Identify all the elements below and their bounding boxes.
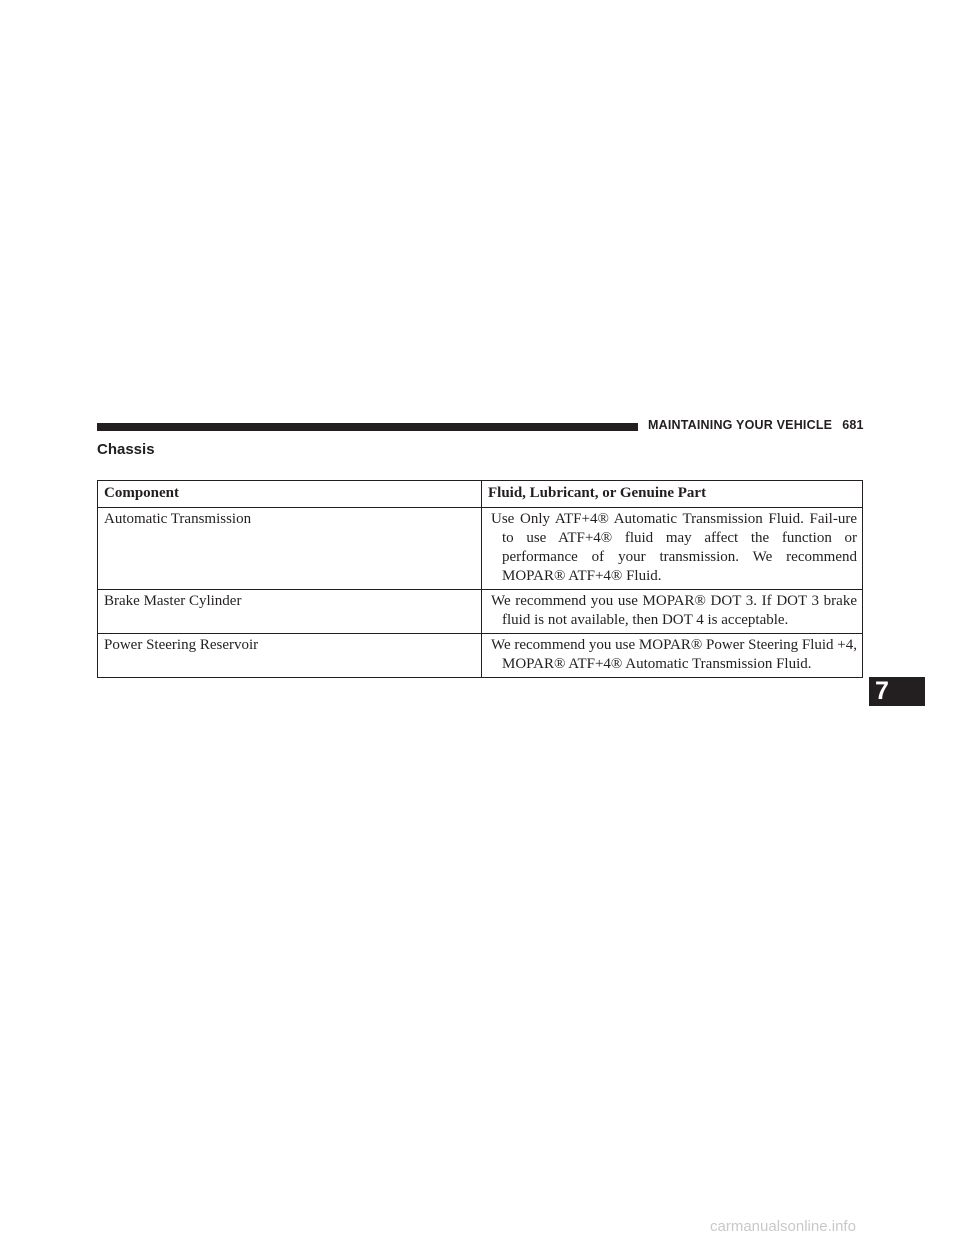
table-header-row <box>98 481 863 508</box>
column-header-fluid: Fluid, Lubricant, or Genuine Part <box>482 481 863 508</box>
fluids-table <box>97 480 863 678</box>
fluid-text: Use Only ATF+4® Automatic Transmission Fluid. Fail-ure to use ATF+4® fluid may affect the function or performance of your transmission. We recommend MOPAR® ATF+4® Fluid. <box>491 511 857 584</box>
section-title: Chassis <box>97 441 155 458</box>
running-header <box>648 418 864 432</box>
fluid-cell <box>482 634 863 678</box>
fluid-text: We recommend you use MOPAR® Power Steering Fluid +4, MOPAR® ATF+4® Automatic Transmission Fluid. <box>491 637 857 672</box>
column-header-component: Component <box>98 481 482 508</box>
table-row <box>98 590 863 634</box>
fluid-cell <box>482 590 863 634</box>
fluid-text: We recommend you use MOPAR® DOT 3. If DOT 3 brake fluid is not available, then DOT 4 is acceptable. <box>491 593 857 628</box>
component-cell: Automatic Transmission <box>98 508 482 590</box>
component-cell: Power Steering Reservoir <box>98 634 482 678</box>
component-cell: Brake Master Cylinder <box>98 590 482 634</box>
header-rule <box>97 423 638 431</box>
fluid-cell <box>482 508 863 590</box>
page-number: 681 <box>842 418 864 432</box>
chapter-tab: 7 <box>869 677 925 706</box>
header-title: MAINTAINING YOUR VEHICLE <box>648 418 833 432</box>
table-row <box>98 508 863 590</box>
watermark: carmanualsonline.info <box>710 1218 856 1235</box>
table-row <box>98 634 863 678</box>
